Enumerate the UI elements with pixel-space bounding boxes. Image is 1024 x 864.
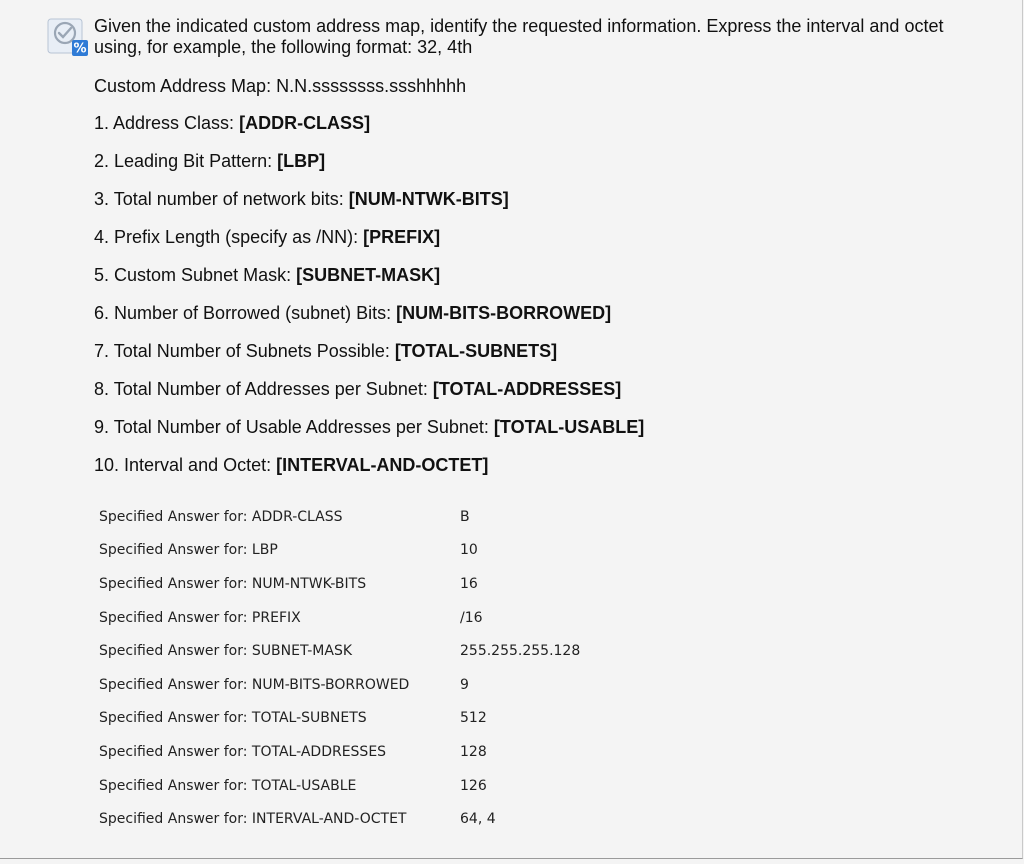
answer-value: 255.255.255.128 — [460, 643, 581, 660]
table-row — [99, 500, 580, 534]
table-row — [99, 534, 580, 568]
question-item-prefix: 4. Prefix Length (specify as /NN): [PREFIX] — [94, 227, 441, 247]
answer-value: 10 — [460, 542, 478, 559]
answer-value: 16 — [460, 575, 478, 592]
answer-token: [NUM-BITS-BORROWED] — [396, 303, 612, 323]
answer-token: [TOTAL-ADDRESSES] — [432, 379, 622, 399]
answer-value: 128 — [460, 743, 487, 760]
answer-label: Specified Answer for: SUBNET-MASK — [99, 643, 353, 660]
question-item-total-addresses: 8. Total Number of Addresses per Subnet: [TOTAL-ADDRESSES] — [94, 379, 622, 399]
question-item-total-subnets: 7. Total Number of Subnets Possible: [TOTAL-SUBNETS] — [94, 341, 558, 361]
answer-value: 126 — [460, 777, 487, 794]
answer-label: Specified Answer for: PREFIX — [99, 609, 301, 626]
question-prompt: Given the indicated custom address map, identify the requested information. Express the interval and octet using, for example, the following format: 32, 4th — [94, 16, 944, 57]
question-item-lbp: 2. Leading Bit Pattern: [LBP] — [94, 151, 326, 171]
answer-token: [LBP] — [277, 151, 326, 171]
answer-label: Specified Answer for: INTERVAL-AND-OCTET — [99, 811, 407, 828]
question-item-num-ntwk-bits: 3. Total number of network bits: [NUM-NTWK-BITS] — [94, 189, 509, 209]
answer-label: Specified Answer for: TOTAL-USABLE — [99, 777, 357, 794]
answer-token: [SUBNET-MASK] — [296, 265, 441, 285]
table-row — [99, 735, 580, 769]
answer-value: B — [460, 508, 470, 525]
answer-token: [TOTAL-USABLE] — [493, 417, 645, 437]
question-item-num-bits-borrowed: 6. Number of Borrowed (subnet) Bits: [NUM-BITS-BORROWED] — [94, 303, 612, 323]
specified-answers-table — [99, 500, 580, 836]
svg-text:%: % — [73, 41, 87, 57]
answer-token: [INTERVAL-AND-OCTET] — [276, 455, 489, 475]
answer-value: 64, 4 — [460, 811, 496, 828]
answer-token: [PREFIX] — [363, 227, 441, 247]
question-item-addr-class: 1. Address Class: [ADDR-CLASS] — [94, 113, 371, 133]
answer-label: Specified Answer for: TOTAL-SUBNETS — [99, 710, 367, 727]
answer-label: Specified Answer for: NUM-BITS-BORROWED — [99, 676, 410, 693]
answer-label: Specified Answer for: ADDR-CLASS — [99, 508, 343, 525]
answer-value: 512 — [460, 710, 487, 727]
question-item-interval-and-octet: 10. Interval and Octet: [INTERVAL-AND-OCTET] — [94, 455, 489, 475]
answer-token: [NUM-NTWK-BITS] — [348, 189, 509, 209]
calculated-question-icon — [47, 16, 89, 58]
table-row — [99, 634, 580, 668]
answer-label: Specified Answer for: LBP — [99, 542, 278, 559]
question-item-subnet-mask: 5. Custom Subnet Mask: [SUBNET-MASK] — [94, 265, 441, 285]
custom-address-map: Custom Address Map: N.N.ssssssss.ssshhhhh — [94, 76, 467, 96]
table-row — [99, 702, 580, 736]
answer-token: [ADDR-CLASS] — [239, 113, 371, 133]
table-row — [99, 601, 580, 635]
answer-token: [TOTAL-SUBNETS] — [394, 341, 558, 361]
table-row — [99, 567, 580, 601]
answer-value: /16 — [460, 609, 483, 626]
answer-value: 9 — [460, 676, 469, 693]
question-item-total-usable: 9. Total Number of Usable Addresses per Subnet: [TOTAL-USABLE] — [94, 417, 645, 437]
answer-label: Specified Answer for: TOTAL-ADDRESSES — [99, 743, 387, 760]
table-row — [99, 802, 580, 836]
question-items — [94, 113, 644, 493]
table-row — [99, 769, 580, 803]
table-row — [99, 668, 580, 702]
answer-label: Specified Answer for: NUM-NTWK-BITS — [99, 575, 367, 592]
